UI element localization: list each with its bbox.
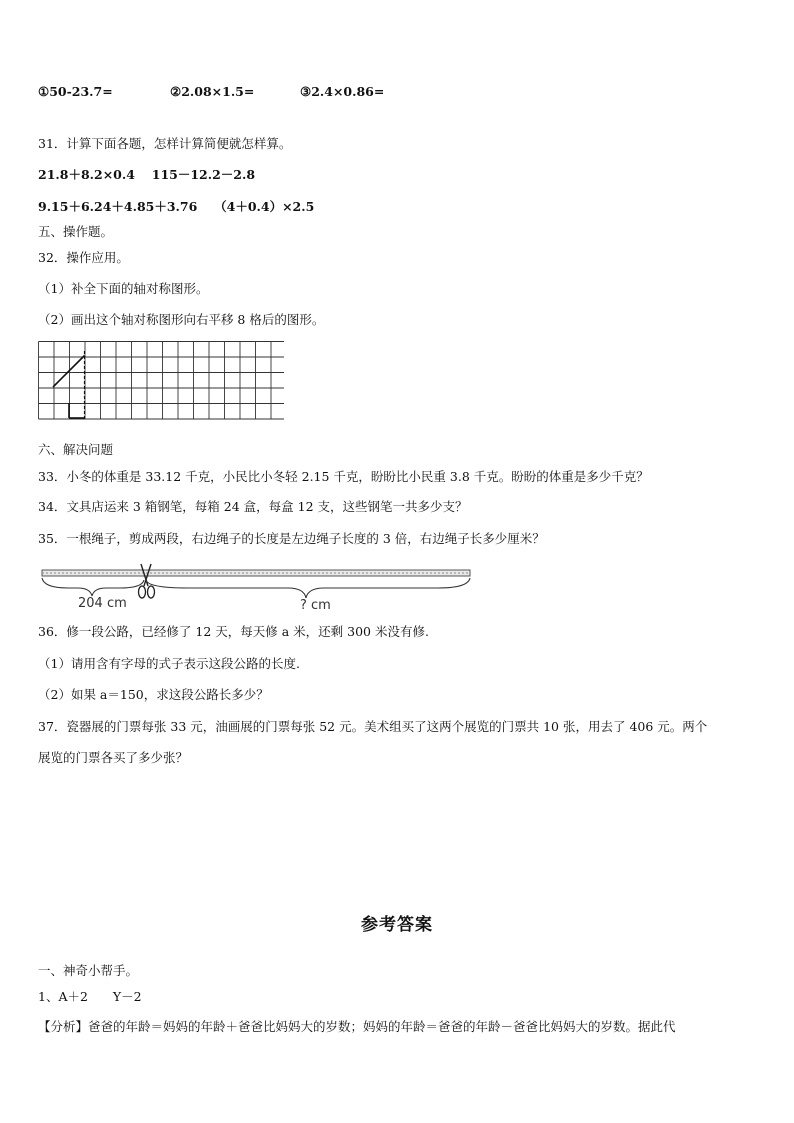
q32-prompt: 32．操作应用。 [38, 250, 129, 265]
q37-line2: 展览的门票各买了多少张？ [38, 750, 189, 765]
section-5-heading: 五、操作题。 [38, 224, 114, 239]
square-grid-figure [38, 341, 284, 421]
calc-item-3: ③2.4×0.86= [300, 84, 385, 99]
q31-row1: 21.8＋8.2×0.4 115－12.2－2.8 [38, 167, 256, 182]
q32-part2: （2）画出这个轴对称图形向右平移 8 格后的图形。 [38, 312, 325, 327]
right-length-label: ? cm [300, 598, 331, 613]
q36-prompt: 36．修一段公路，已经修了 12 天，每天修 a 米，还剩 300 米没有修. [38, 624, 429, 639]
figure-diagonal-segment [53, 356, 85, 388]
q36-part1: （1）请用含有字母的式子表示这段公路的长度. [38, 656, 300, 671]
q33-text: 33．小冬的体重是 33.12 千克，小民比小冬轻 2.15 千克，盼盼比小民重 3.8 千克。盼盼的体重是多少千克？ [38, 469, 649, 484]
answer-1: 1、A＋2 Y－2 [38, 989, 142, 1004]
q35-text: 35．一根绳子，剪成两段，右边绳子的长度是左边绳子长度的 3 倍，右边绳子长多少厘米？ [38, 531, 545, 546]
q31-prompt: 31．计算下面各题，怎样计算简便就怎样算。 [38, 136, 292, 151]
q32-part1: （1）补全下面的轴对称图形。 [38, 281, 209, 296]
calc-item-1: ①50-23.7= [38, 84, 113, 99]
q36-part2: （2）如果 a＝150，求这段公路长多少？ [38, 687, 269, 702]
answers-title: 参考答案 [361, 915, 433, 935]
grid-lines [39, 342, 285, 420]
rope-diagram [38, 562, 478, 614]
q34-text: 34．文具店运来 3 箱钢笔，每箱 24 盒，每盒 12 支，这些钢笔一共多少支？ [38, 499, 468, 514]
q31-row2: 9.15＋6.24＋4.85＋3.76 （4＋0.4）×2.5 [38, 199, 315, 214]
left-brace [42, 578, 144, 596]
answer-1-analysis: 【分析】爸爸的年龄＝妈妈的年龄＋爸爸比妈妈大的岁数；妈妈的年龄＝爸爸的年龄－爸爸比妈妈大的岁数。据此代 [38, 1019, 676, 1034]
left-length-label: 204 cm [78, 596, 127, 611]
section-6-heading: 六、解决问题 [38, 442, 114, 457]
calc-item-2: ②2.08×1.5= [170, 84, 255, 99]
right-brace [146, 578, 470, 598]
answers-section-1: 一、神奇小帮手。 [38, 963, 139, 978]
q37-line1: 37．瓷器展的门票每张 33 元，油画展的门票每张 52 元。美术组买了这两个展览的门票共 10 张，用去了 406 元。两个 [38, 719, 708, 734]
